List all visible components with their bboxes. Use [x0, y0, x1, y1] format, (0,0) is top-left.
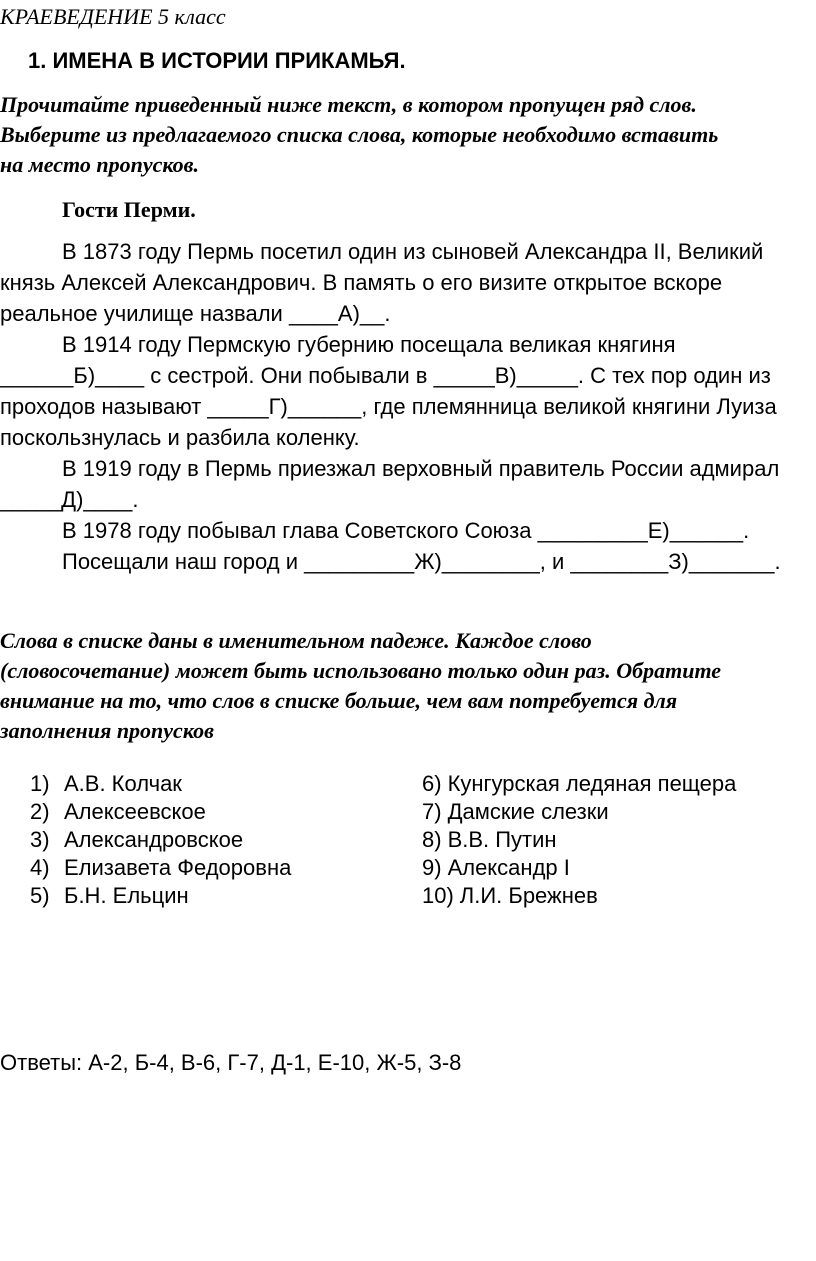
item-text: Дамские слезки	[447, 799, 609, 824]
instruction-line: на место пропусков.	[0, 152, 199, 177]
item-number: 10)	[422, 883, 454, 908]
task-instruction	[0, 90, 810, 180]
story-line: В 1978 году побывал глава Советского Союза _________Е)______.	[62, 518, 750, 543]
item-text: Александровское	[64, 827, 244, 852]
instruction-line: внимание на то, что слов в списке больше, чем вам потребуется для	[0, 688, 678, 713]
item-text: А.В. Колчак	[64, 771, 182, 796]
list-item	[422, 798, 736, 826]
subject-header: КРАЕВЕДЕНИЕ 5 класс	[0, 4, 226, 29]
item-text: Кунгурская ледяная пещера	[447, 771, 737, 796]
item-text: Алексеевское	[64, 799, 206, 824]
list-item	[422, 770, 736, 798]
item-text: Л.И. Брежнев	[459, 883, 598, 908]
item-number: 4)	[30, 855, 50, 880]
list-item	[30, 770, 291, 798]
list-item	[30, 854, 291, 882]
story-line: ______Б)____ с сестрой. Они побывали в _____В)_____. С тех пор один из	[0, 363, 771, 388]
instruction-line: Прочитайте приведенный ниже текст, в котором пропущен ряд слов.	[0, 92, 697, 117]
story-line: Посещали наш город и _________Ж)________, и ________З)_______.	[62, 549, 781, 574]
item-number: 7)	[422, 799, 442, 824]
list-item	[30, 826, 291, 854]
story-line: В 1919 году в Пермь приезжал верховный правитель России адмирал	[62, 456, 780, 481]
instruction-line: Выберите из предлагаемого списка слова, которые необходимо вставить	[0, 122, 719, 147]
item-text: В.В. Путин	[447, 827, 557, 852]
item-number: 2)	[30, 799, 50, 824]
list-item	[422, 854, 736, 882]
story-line: проходов называют _____Г)______, где племянница великой княгини Луиза	[0, 394, 777, 419]
item-number: 8)	[422, 827, 442, 852]
item-text: Александр I	[447, 855, 570, 880]
word-list-instruction	[0, 626, 810, 746]
story-line: реальное училище назвали ____А)__.	[0, 301, 391, 326]
item-number: 1)	[30, 771, 50, 796]
answer-key: Ответы: А-2, Б-4, В-6, Г-7, Д-1, Е-10, Ж-5, З-8	[0, 1050, 462, 1075]
instruction-line: Слова в списке даны в именительном падеже. Каждое слово	[0, 628, 592, 653]
list-item	[30, 882, 291, 910]
story-text	[0, 236, 816, 577]
section-title: 1. ИМЕНА В ИСТОРИИ ПРИКАМЬЯ.	[28, 48, 406, 73]
word-list-left	[30, 770, 291, 910]
list-item	[422, 826, 736, 854]
item-text: Б.Н. Ельцин	[64, 883, 189, 908]
list-item	[30, 798, 291, 826]
story-line: князь Алексей Александрович. В память о его визите открытое вскоре	[0, 270, 723, 295]
item-number: 9)	[422, 855, 442, 880]
story-line: поскользнулась и разбила коленку.	[0, 425, 360, 450]
item-number: 5)	[30, 883, 50, 908]
story-title: Гости Перми.	[62, 197, 196, 222]
item-number: 6)	[422, 771, 442, 796]
instruction-line: (словосочетание) может быть использовано только один раз. Обратите	[0, 658, 722, 683]
item-number: 3)	[30, 827, 50, 852]
story-line: В 1873 году Пермь посетил один из сыновей Александра II, Великий	[62, 239, 764, 264]
list-item	[422, 882, 736, 910]
instruction-line: заполнения пропусков	[0, 718, 214, 743]
word-list-right	[422, 770, 736, 910]
story-line: _____Д)____.	[0, 487, 139, 512]
story-line: В 1914 году Пермскую губернию посещала великая княгиня	[62, 332, 676, 357]
item-text: Елизавета Федоровна	[64, 855, 292, 880]
